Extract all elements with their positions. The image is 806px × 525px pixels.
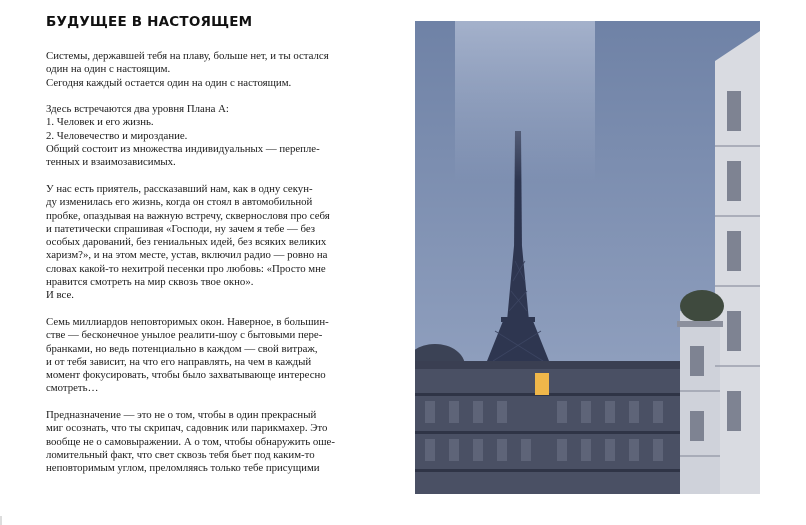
- building-row: [415, 361, 695, 494]
- text-line: У нас есть приятель, рассказавший нам, как в одну секун-: [46, 182, 313, 195]
- fog: [455, 21, 595, 181]
- text-line: особых дарований, без гениальных идей, без всяких великих: [46, 236, 327, 249]
- text-line: 2. Человечество и мироздание.: [46, 129, 188, 142]
- text-line: вообще не о самовыражении. А о том, чтобы обнаружить оше-: [46, 435, 335, 448]
- text-line: ду изменилась его жизнь, когда он стоял в автомобильной: [46, 196, 313, 209]
- text-line: словах какой-то нехитрой песенки про любовь: «Просто мне: [46, 262, 326, 275]
- text-line: стве — бесконечное унылое реалити-шоу с бытовыми пере-: [46, 329, 323, 342]
- lit-window: [535, 373, 549, 395]
- text-line: и от тебя зависит, на что его направлять, на чем в каждый: [46, 355, 312, 368]
- paragraph-3: [46, 183, 396, 303]
- page-edge-mark: [0, 516, 2, 525]
- text-line: миг осознать, что ты скрипач, садовник или парикмахер. Это: [46, 422, 328, 435]
- text-line: один на один с настоящим.: [46, 63, 171, 76]
- text-line: нравится смотреть на мир сквозь твое окно».: [46, 276, 254, 289]
- text-line: Сегодня каждый остается один на один с настоящим.: [46, 76, 292, 89]
- paragraph-2: [46, 103, 396, 169]
- eiffel-tower-photo: [415, 21, 760, 494]
- text-line: Здесь встречаются два уровня Плана А:: [46, 103, 229, 116]
- paragraph-5: [46, 409, 396, 475]
- text-line: харизм?», и на этом месте, устав, включил радио — ровно на: [46, 249, 328, 262]
- paragraph-1: [46, 50, 396, 90]
- text-line: Системы, державшей тебя на плаву, больше нет, и ты остался: [46, 50, 329, 62]
- text-line: И все.: [46, 289, 74, 302]
- text-line: пробке, опаздывая на важную встречу, сквернословя про себя: [46, 209, 330, 222]
- text-line: Семь миллиардов неповторимых окон. Наверное, в большин-: [46, 315, 329, 328]
- text-line: ломительный факт, что свет сквозь тебя бьет под каким-то: [46, 448, 315, 461]
- text-line: 1. Человек и его жизнь.: [46, 116, 154, 129]
- text-line: бранками, но ведь потенциально в каждом — свой витраж,: [46, 342, 318, 355]
- article-body: [46, 50, 396, 489]
- text-line: и патетически спрашивая «Господи, ну зачем я тебе — без: [46, 222, 316, 235]
- text-line: Предназначение — это не о том, чтобы в один прекрасный: [46, 409, 317, 422]
- text-line: Общий состоит из множества индивидуальных — перепле-: [46, 143, 320, 156]
- text-line: тенных и взаимозависимых.: [46, 156, 176, 169]
- text-line: неповторимым углом, преломляясь только тебе присущими: [46, 462, 320, 475]
- article-title: БУДУЩЕЕ В НАСТОЯЩЕМ: [46, 14, 253, 30]
- text-line: смотреть…: [46, 382, 99, 395]
- paragraph-4: [46, 316, 396, 396]
- text-line: момент фокусировать, чтобы было захватывающе интересно: [46, 369, 326, 382]
